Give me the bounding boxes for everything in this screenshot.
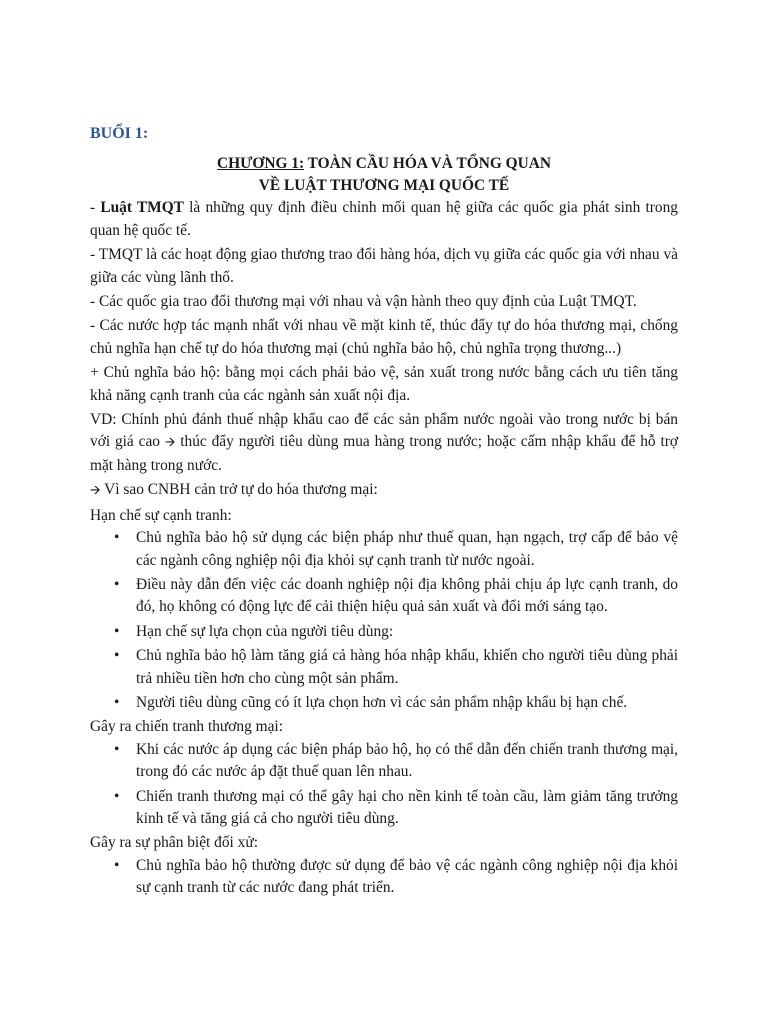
example-text-b: thúc đẩy người tiêu dùng mua hàng trong nước; hoặc cấm nhập khẩu để hỗ trợ mặt hàng trong nước. <box>90 433 678 474</box>
document-body <box>90 123 678 902</box>
list-item-text: Người tiêu dùng cũng có ít lựa chọn hơn vì các sản phẩm nhập khẩu bị hạn chế. <box>136 693 628 711</box>
intro-paragraph-4: - Các nước hợp tác mạnh nhất với nhau về mặt kinh tế, thúc đẩy tự do hóa thương mại, chống chủ nghĩa hạn chế tự do hóa thương mại (chủ nghĩa bảo hộ, chủ nghĩa trọng thương...) <box>90 317 678 357</box>
chapter-title-line-1 <box>90 153 678 175</box>
intro-paragraph-3: - Các quốc gia trao đổi thương mại với nhau và vận hành theo quy định của Luật TMQT. <box>90 293 637 311</box>
bullet-icon: • <box>114 693 120 711</box>
list-item <box>90 739 678 784</box>
dash-prefix: - <box>90 199 101 217</box>
section-heading: Gây ra chiến tranh thương mại: <box>90 718 283 736</box>
example-paragraph <box>90 409 678 477</box>
definition-text: là những quy định điều chỉnh mối quan hệ giữa các quốc gia phát sinh trong quan hệ quốc tế. <box>90 199 678 239</box>
list-item <box>90 574 678 619</box>
list-item <box>90 855 678 900</box>
list-item-text: Hạn chế sự lựa chọn của người tiêu dùng: <box>136 622 394 640</box>
question-text: Vì sao CNBH cản trở tự do hóa thương mại: <box>100 481 378 499</box>
list-item-text: Khi các nước áp dụng các biện pháp bảo hộ, họ có thể dẫn đến chiến tranh thương mại, trong đó các nước áp đặt thuế quan lên nhau. <box>136 740 678 781</box>
bullet-icon: • <box>114 622 120 640</box>
list-item <box>90 527 678 572</box>
section-heading: Gây ra sự phân biệt đối xử: <box>90 834 258 852</box>
list-item-text: Chủ nghĩa bảo hộ thường được sử dụng để bảo vệ các ngành công nghiệp nội địa khỏi sự cạnh tranh từ các nước đang phát triển. <box>136 856 678 897</box>
list-item <box>90 692 678 714</box>
bullet-icon: • <box>114 529 120 547</box>
chapter-title-rest: TOÀN CẦU HÓA VÀ TỔNG QUAN <box>304 155 551 173</box>
bullet-icon: • <box>114 647 120 665</box>
right-arrow-icon: 🡪 <box>164 435 176 451</box>
bullet-icon: • <box>114 740 120 758</box>
term-luat-tmqt: Luật TMQT <box>100 199 184 217</box>
chapter-label: CHƯƠNG 1: <box>217 155 305 173</box>
intro-paragraph-1 <box>90 197 678 242</box>
session-heading: BUỔI 1: <box>90 125 149 142</box>
section-heading: Hạn chế sự cạnh tranh: <box>90 506 232 524</box>
intro-paragraph-5: + Chủ nghĩa bảo hộ: bằng mọi cách phải bảo vệ, sản xuất trong nước bằng cách ưu tiên tăng khả năng cạnh tranh của các ngành sản xuất nội địa. <box>90 364 678 404</box>
bullet-icon: • <box>114 856 120 874</box>
list-item-text: Chủ nghĩa bảo hộ làm tăng giá cả hàng hóa nhập khẩu, khiến cho người tiêu dùng phải trả nhiều tiền hơn cho cùng một sản phẩm. <box>136 647 678 687</box>
list-item-text: Chủ nghĩa bảo hộ sử dụng các biện pháp như thuế quan, hạn ngạch, trợ cấp để bảo vệ các ngành công nghiệp nội địa khỏi sự cạnh tranh từ nước ngoài. <box>136 529 678 569</box>
chapter-title <box>90 153 678 197</box>
example-text-a: VD: Chính phủ đánh thuế nhập khẩu cao để các sản phẩm nước ngoài vào trong nước bị bán với giá cao <box>90 411 678 451</box>
bullet-list <box>90 739 678 831</box>
chapter-title-line-2: VỀ LUẬT THƯƠNG MẠI QUỐC TẾ <box>258 177 510 195</box>
list-item <box>90 621 678 643</box>
intro-paragraph-2: - TMQT là các hoạt động giao thương trao đổi hàng hóa, dịch vụ giữa các quốc gia với nhau và giữa các vùng lãnh thổ. <box>90 246 678 286</box>
bullet-icon: • <box>114 787 120 805</box>
bullet-list <box>90 527 678 714</box>
bullet-list <box>90 855 678 900</box>
list-item <box>90 786 678 831</box>
right-arrow-icon: 🡪 <box>90 483 101 499</box>
bullet-icon: • <box>114 575 120 593</box>
list-item <box>90 645 678 690</box>
list-item-text: Chiến tranh thương mại có thể gây hại cho nền kinh tế toàn cầu, làm giảm tăng trưởng kinh tế và tăng giá cả cho người tiêu dùng. <box>136 787 678 827</box>
question-paragraph <box>90 479 678 502</box>
list-item-text: Điều này dẫn đến việc các doanh nghiệp nội địa không phải chịu áp lực cạnh tranh, do đó, họ không có động lực để cải thiện hiệu quả sản xuất và đổi mới sáng tạo. <box>136 575 678 616</box>
